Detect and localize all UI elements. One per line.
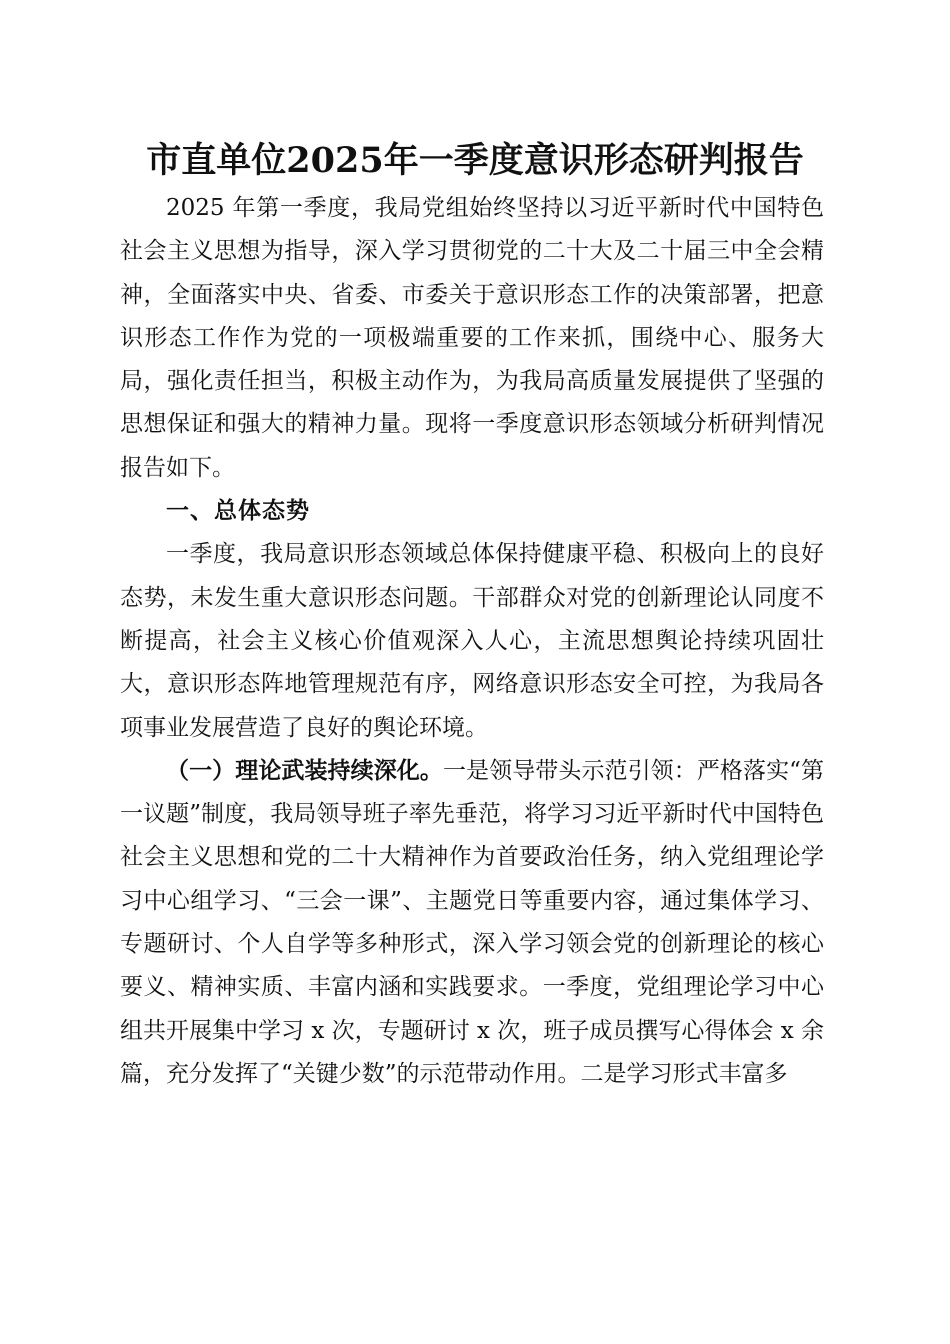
document-body [120,187,824,1096]
document-title: 市直单位2025年一季度意识形态研判报告 [146,140,804,181]
subsection-theory-lead: （一）理论武装持续深化。 [166,757,443,784]
subsection-theory-text: 一是领导带头示范引领：严格落实“第一议题”制度，我局领导班子率先垂范，将学习习近平新时代中国特色社会主义思想和党的二十大精神作为首要政治任务，纳入党组理论学习中心组学习、“三会一课”、主题党日等重要内容，通过集体学习、专题研讨、个人自学等多种形式，深入学习领会党的创新理论的核心要义、精神实质、丰富内涵和实践要求。一季度，党组理论学习中心组共开展集中学习 x 次，专题研讨 x 次，班子成员撰写心得体会 x 余篇，充分发挥了“关键少数”的示范带动作用。二是学习形式丰富多 [120,757,825,1087]
section-overall-paragraph: 一季度，我局意识形态领域总体保持健康平稳、积极向上的良好态势，未发生重大意识形态问题。干部群众对党的创新理论认同度不断提高，社会主义核心价值观深入人心，主流思想舆论持续巩固壮大，意识形态阵地管理规范有序，网络意识形态安全可控，为我局各项事业发展营造了良好的舆论环境。 [120,541,824,741]
subsection-theory-paragraph [120,750,824,1096]
section-heading-overall: 一、总体态势 [166,498,310,525]
intro-paragraph: 2025 年第一季度，我局党组始终坚持以习近平新时代中国特色社会主义思想为指导，深入学习贯彻党的二十大及二十届三中全会精神，全面落实中央、省委、市委关于意识形态工作的决策部署，把意识形态工作作为党的一项极端重要的工作来抓，围绕中心、服务大局，强化责任担当，积极主动作为，为我局高质量发展提供了坚强的思想保证和强大的精神力量。现将一季度意识形态领域分析研判情况报告如下。 [120,195,824,481]
